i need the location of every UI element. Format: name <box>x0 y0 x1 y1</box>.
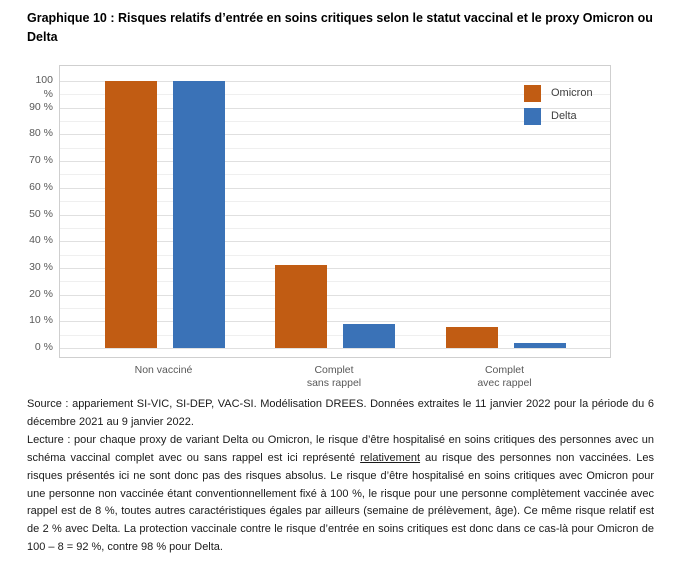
y-tick-label: 50 % <box>29 207 53 220</box>
y-tick-label: 0 % <box>34 341 53 353</box>
y-tick-label: 40 % <box>29 234 53 247</box>
bar-omicron-1 <box>275 265 327 348</box>
x-tick-label: Non vacciné <box>134 364 193 376</box>
legend-label: Delta <box>551 110 577 122</box>
y-tick-label: 80 % <box>29 127 53 140</box>
y-tick-label: 10 % <box>29 314 53 327</box>
lecture-text-after: au risque des personnes non vaccinées. Les risques présentés ici ne sont donc pas des risques absolus. Le risque d’être hospitalisé en soins critiques avec Omicron pour une personne non vaccinée étant conventionnellement fixé à 100 %, le risque pour une personne complètement vaccinée avec rappel est de 8 %, toutes autres caractéristiques égales par ailleurs (semaine de prélèvement, âge). Ce même risque relatif est de 2 % avec Delta. La protection vaccinale contre le risque d’entrée en soins critiques est donc dans ce cas-là pour Omicron de 100 – 8 = 92 %, contre 98 % pour Delta. <box>27 451 654 554</box>
bar-chart <box>27 62 623 394</box>
source-text: Source : appariement SI-VIC, SI-DEP, VAC-SI. Modélisation DREES. Données extraites le 11 janvier 2022 pour la période du 6 décembre 2021 au 9 janvier 2022. <box>27 398 654 428</box>
y-tick-label: 30 % <box>29 260 53 273</box>
y-tick-label: 20 % <box>29 287 53 300</box>
lecture-underlined-word: relativement <box>360 451 421 464</box>
lecture-text-before: Lecture : pour chaque proxy de variant Delta ou Omicron, le risque d’être hospitalisé en soins critiques des personnes avec un schéma vaccinal complet avec ou sans rappel est ici représenté <box>27 433 654 464</box>
bar-delta-1 <box>343 324 395 348</box>
bar-delta-2 <box>514 343 566 348</box>
figure-notes <box>27 396 654 557</box>
gridline-major <box>60 348 610 349</box>
bar-delta-0 <box>173 81 225 348</box>
bar-omicron-2 <box>446 327 498 348</box>
y-tick-label: 60 % <box>29 180 53 193</box>
y-tick-label: 90 % <box>29 100 53 113</box>
lecture-note <box>27 432 654 557</box>
bar-omicron-0 <box>105 81 157 348</box>
x-tick-label: Complet avec rappel <box>477 364 532 389</box>
y-tick-label: 100 % <box>35 74 53 100</box>
x-tick-label: Complet sans rappel <box>306 364 362 389</box>
legend-swatch-icon <box>524 85 541 102</box>
legend-label: Omicron <box>551 87 593 99</box>
source-note <box>27 396 654 432</box>
y-tick-label: 70 % <box>29 154 53 167</box>
legend-swatch-icon <box>524 108 541 125</box>
chart-title: Graphique 10 : Risques relatifs d’entrée en soins critiques selon le statut vaccinal et le proxy Omicron ou Delta <box>27 11 653 44</box>
